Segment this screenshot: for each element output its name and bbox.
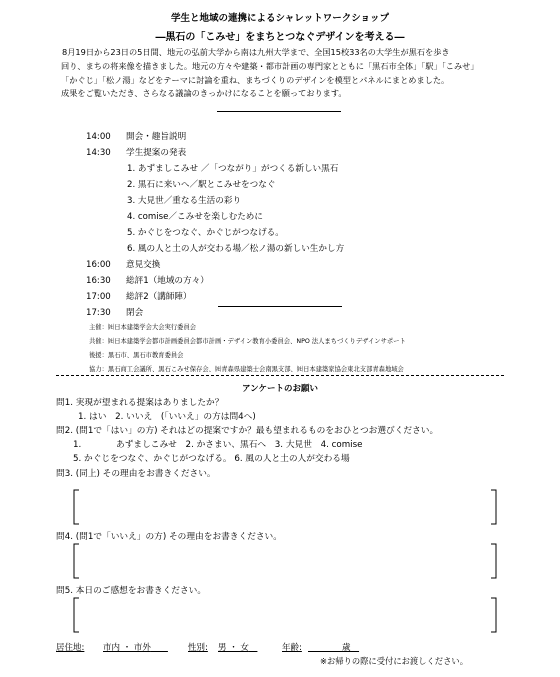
proposal-item: 1. あずましこみせ ／「つながり」がつくる新しい黒石 — [127, 164, 339, 174]
program-item — [86, 274, 209, 286]
document-subtitle: ―黒石の「こみせ」をまちとつなぐデザインを考える― — [155, 32, 405, 43]
proposal-item: 6. 風の人と土の人が交わる場／松ノ湯の新しい生かし方 — [127, 244, 345, 254]
answer-box-3[interactable] — [73, 489, 497, 525]
question-2-options[interactable]: 1. あずましこみせ 2. かさまい、黒石へ 3. 大見世 4. comise — [73, 440, 363, 450]
program-item — [86, 130, 186, 142]
question-1-options[interactable]: 1. はい 2. いいえ (「いいえ」の方は問4へ) — [78, 412, 256, 422]
intro-paragraph — [61, 46, 479, 101]
question-5: 問5. 本日のご感想をお書きください。 — [56, 586, 207, 596]
program-item — [86, 146, 186, 158]
organizer-line: 後援：黒石市、黒石市教育委員会 — [89, 352, 184, 359]
program-time: 14:30 — [86, 148, 111, 158]
program-item — [86, 258, 160, 270]
question-1: 問1. 実現が望まれる提案はありましたか？ — [56, 398, 224, 408]
question-3: 問3. (同上) その理由をお書きください。 — [56, 469, 216, 479]
divider — [218, 306, 342, 307]
program-time: 16:00 — [86, 260, 111, 270]
proposal-item: 5. かぐじをつなぐ、かぐじがつなげる。 — [127, 228, 284, 238]
program-time: 17:00 — [86, 292, 111, 302]
organizer-line: 共催：㈳日本建築学会都市計画委員会都市計画・デザイン教育小委員会、NPO 法人まちづくりデザインサポート — [89, 338, 406, 345]
program-label: 意見交換 — [126, 260, 161, 270]
program-time: 16:30 — [86, 276, 111, 286]
organizer-line: 協力：黒石商工会議所、黒石こみせ保存会、㈳青森県建築士会南黒支部、㈳日本建築家協会東北支部青森地域会 — [89, 366, 404, 373]
return-note: ※お帰りの際に受付にお渡しください。 — [320, 656, 469, 666]
intro-line: 回り、まちの将来像を描きました。地元の方々や建築・都市計画の専門家とともに「黒石市全体」「駅」「こみせ」 — [61, 60, 479, 71]
question-2: 問2. (問1で「はい」の方) それはどの提案ですか？最も望まれるものをおひとつお選びください。 — [56, 426, 439, 436]
document-title: 学生と地域の連携によるシャレットワークショップ — [170, 13, 390, 24]
program-label: 閉会 — [126, 308, 144, 318]
age-field[interactable]: 歳 — [342, 643, 351, 653]
program-label: 総評1（地域の方々） — [126, 276, 209, 286]
intro-line: 「かぐじ」「松ノ湯」などをテーマに討論を重ね、まちづくりのデザインを模型とパネルにまとめました。 — [61, 74, 450, 85]
program-label: 総評2（講師陣） — [126, 292, 192, 302]
program-item — [86, 290, 192, 302]
residence-label: 居住地: — [56, 643, 85, 653]
intro-line: 成果をご覧いただき、さらなる議論のきっかけになることを願っております。 — [61, 88, 347, 99]
program-label: 学生提案の発表 — [126, 148, 187, 158]
cut-line — [56, 375, 504, 376]
question-2-options[interactable]: 5. かぐじをつなぐ、かぐじがつなげる。 6. 風の人と土の人が交わる場 — [73, 454, 350, 464]
gender-options[interactable]: 男 ・ 女 — [218, 643, 249, 653]
proposal-item: 4. comise／こみせを楽しむために — [127, 212, 263, 222]
program-label: 開会・趣旨説明 — [126, 132, 187, 142]
program-time: 14:00 — [86, 132, 111, 142]
divider — [217, 111, 341, 112]
answer-box-4[interactable] — [73, 543, 497, 579]
intro-line: 8月19日から23日の5日間、地元の弘前大学から南は九州大学まで、全国15校33名の大学生が黒石を歩き — [62, 47, 450, 57]
survey-title: アンケートのお願い — [242, 384, 318, 394]
question-4: 問4. (問1で「いいえ」の方) その理由をお書きください。 — [56, 532, 282, 542]
proposal-item: 2. 黒石に来いへ／駅とこみせをつなぐ — [127, 180, 276, 190]
answer-box-5[interactable] — [73, 597, 497, 633]
age-label: 年齢: — [282, 643, 302, 653]
proposal-item: 3. 大見世／重なる生活の彩り — [127, 196, 242, 206]
program-item — [86, 306, 143, 318]
gender-label: 性別: — [188, 643, 208, 653]
residence-options[interactable]: 市内 ・ 市外 — [103, 643, 151, 653]
program-time: 17:30 — [86, 308, 111, 318]
organizer-line: 主催：㈳日本建築学会大会実行委員会 — [89, 324, 197, 331]
